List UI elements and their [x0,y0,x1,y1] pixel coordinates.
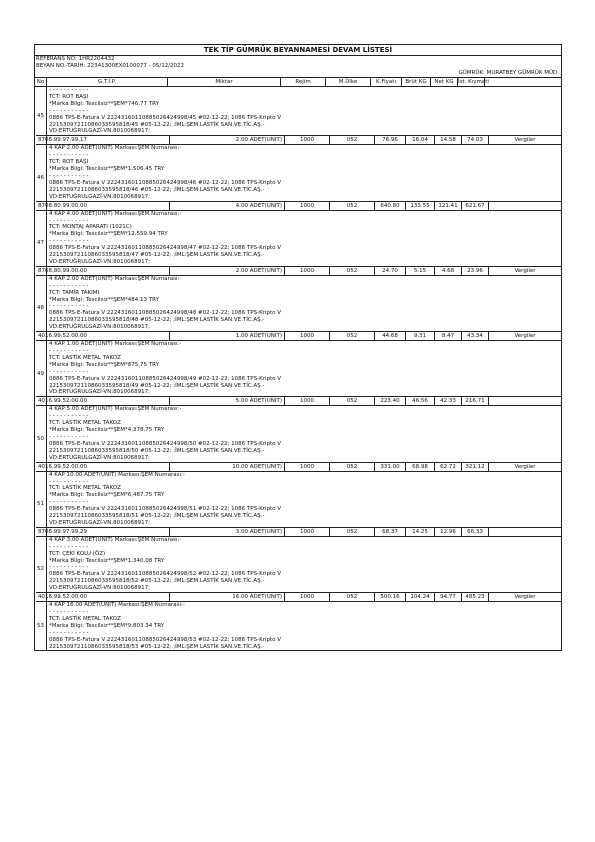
regime-cell: 1000 [285,332,330,340]
net-kg-cell: 8.47 [435,332,462,340]
quantity-cell: 2.00 ADET(UNIT) [170,267,285,275]
quantity-cell: 16.00 ADET(UNIT) [170,593,285,601]
description-line: TCT: LASTİK METAL TAKOZ [49,420,121,427]
price-cell: 24.70 [375,267,406,275]
description-line: 22153097211086033595818/51 #05-12-22; ;İML:ŞEM LASTİK SAN.VE.TİC.AŞ.- [49,513,265,520]
gross-kg-cell: 9.31 [406,332,435,340]
taxes-cell: Vergiler [514,594,536,601]
description-line: TCT: LASTİK METAL TAKOZ [49,354,121,361]
declaration-number-date: BEYAN NO.-TARİH: 22341300EX0100077 - 05/12/2022 [36,63,185,69]
gtip-cell: 8708.80.99.00.00 [36,202,170,210]
description-line: - - - - - - - - - - - [49,107,89,114]
country-cell: 052 [330,528,375,536]
col-ist: İst. Kıymeti [458,79,489,85]
item-data-row [36,592,561,602]
item-description [47,602,561,650]
item-description [38,341,561,406]
gtip-cell: 4016.99.52.00.00 [36,397,170,405]
item-description [38,210,561,276]
description-line: 0886 TPS-E-Fatura V 22243160110885026424998/49 #02-12-22; 1086 TPS-Kripto V [49,375,281,382]
item-description [38,471,561,537]
gross-kg-cell: 14.25 [406,528,435,536]
gross-kg-cell: 68.98 [406,463,435,471]
item-block [35,602,561,650]
description-line: *Marka Bilgi: Tescilsiz**ŞEM*9,803.34 TRY [49,622,165,629]
description-line: 22153097211086033595818/45 #05-12-22; ;İML:ŞEM LASTİK SAN.VE.TİC.AŞ.- [49,121,265,128]
gtip-cell: 8708.99.97.99.17 [36,136,170,144]
description-line: 22153097211086033595818/50 #05-12-22; ;İML:ŞEM LASTİK SAN.VE.TİC.AŞ.- [49,447,265,454]
declaration-list-page [34,44,562,651]
gtip-cell: 4016.99.52.00.00 [36,463,170,471]
stat-value-cell: 216.71 [462,397,489,405]
price-cell: 331.00 [375,463,406,471]
description-line: 4 KAP 2.00 ADET(UNIT) Markası:ŞEM Numarası:- [49,145,182,152]
net-kg-cell: 4.68 [435,267,462,275]
net-kg-cell: 42.33 [435,397,462,405]
net-kg-cell: 12.96 [435,528,462,536]
item-description [38,275,561,341]
country-cell: 052 [330,202,375,210]
description-line: TCT: ÇEKİ KOLU (ÖZ) [49,550,106,557]
item-number: 46 [35,145,47,210]
items-table [34,87,562,651]
description-line: 22153097211086033595818/48 #05-12-22; ;İML:ŞEM LASTİK SAN.VE.TİC.AŞ.- [49,317,265,324]
regime-cell: 1000 [285,397,330,405]
item-number: 50 [35,406,47,471]
description-line: TCT: ROT BAŞI [49,93,89,100]
description-line: 0886 TPS-E-Fatura V 22243160110885026424998/51 #02-12-22; 1086 TPS-Kripto V [49,506,281,513]
description-line: 22153097211086033595818/52 #05-12-22; ;İML:ŞEM LASTİK SAN.VE.TİC.AŞ.- [49,578,265,585]
item-block [35,145,561,210]
quantity-cell: 2.00 ADET(UNIT) [170,136,285,144]
description-line: 4 KAP 16.00 ADET(UNIT) Markası:ŞEM Numarası:- [49,602,185,609]
description-line: 4 KAP 4.00 ADET(UNIT) Markası:ŞEM Numarası:- [49,210,182,217]
gross-kg-cell: 46.56 [406,397,435,405]
description-line: *Marka Bilgi: Tescilsiz**ŞEM*12,559.94 TRY [49,231,168,238]
country-cell: 052 [330,136,375,144]
description-line: 22153097211086033595818/49 #05-12-22; ;İML:ŞEM LASTİK SAN.VE.TİC.AŞ.- [49,382,265,389]
description-line: 0886 TPS-E-Fatura V 22243160110885026424998/46 #02-12-22; 1086 TPS-Kripto V [49,179,281,186]
description-line: *Marka Bilgi: Tescilsiz**ŞEM*746.77 TRY [49,100,159,107]
description-line: - - - - - - - - - - - [49,217,89,224]
col-extra [485,78,561,86]
item-data-row [36,266,561,276]
price-cell: 68.37 [375,528,406,536]
description-line: 4 KAP 3.00 ADET(UNIT) Markası:ŞEM Numarası:- [49,536,182,543]
stat-value-cell: 23.96 [462,267,489,275]
price-cell: 640.80 [375,202,406,210]
item-block [35,87,561,145]
net-kg-cell: 62.72 [435,463,462,471]
net-kg-cell: 121.41 [435,202,462,210]
stat-value-cell: 621.67 [462,202,489,210]
gross-kg-cell: 16.04 [406,136,435,144]
description-line: VD:ERTUĞRULGAZİ-VN:8010068917; [49,128,150,135]
gtip-cell: 8708.99.97.99.29 [36,528,170,536]
taxes-cell: Vergiler [514,333,536,340]
item-block [35,211,561,276]
description-line: 0886 TPS-E-Fatura V 22243160110885026424998/53 #02-12-22; 1086 TPS-Kripto V [49,636,281,643]
net-kg-cell: 94.77 [435,593,462,601]
taxes-cell [489,528,561,536]
item-number: 51 [35,472,47,537]
regime-cell: 1000 [285,202,330,210]
gross-kg-cell: 133.55 [406,202,435,210]
description-line: - - - - - - - - - - - [49,499,89,506]
description-line: - - - - - - - - - - - [49,478,89,485]
country-cell: 052 [330,463,375,471]
net-kg-cell: 14.58 [435,136,462,144]
quantity-cell: 3.00 ADET(UNIT) [170,528,285,536]
quantity-cell: 1.00 ADET(UNIT) [170,332,285,340]
description-line: *Marka Bilgi: Tescilsiz**ŞEM*1,340.08 TRY [49,557,165,564]
gross-kg-cell: 104.24 [406,593,435,601]
description-line: - - - - - - - - - - - [49,282,89,289]
description-line: 4 KAP 10.00 ADET(UNIT) Markası:ŞEM Numarası:- [49,471,185,478]
taxes-cell [489,202,561,210]
description-line: TCT: TAMİR TAKIMI [49,289,100,296]
gross-kg-cell: 5.15 [406,267,435,275]
description-line: VD:ERTUĞRULGAZİ-VN:8010068917; [49,258,150,265]
item-block [35,537,561,602]
description-line: - - - - - - - - - - - [49,303,89,310]
description-line: VD:ERTUĞRULGAZİ-VN:8010068917; [49,193,150,200]
table-header [34,77,562,87]
item-number: 52 [35,537,47,602]
price-cell: 223.40 [375,397,406,405]
description-line: - - - - - - - - - - - [49,348,89,354]
description-line: VD:ERTUĞRULGAZİ-VN:8010068917; [49,519,150,526]
description-line: 22153097211086033595818/53 #05-12-22; ;İML:ŞEM LASTİK SAN.VE.TİC.AŞ.- [49,643,265,650]
description-line: 0886 TPS-E-Fatura V 22243160110885026424998/47 #02-12-22; 1086 TPS-Kripto V [49,245,281,252]
description-line: 0886 TPS-E-Fatura V 22243160110885026424998/50 #02-12-22; 1086 TPS-Kripto V [49,440,281,447]
description-line: VD:ERTUĞRULGAZİ-VN:8010068917; [49,454,150,461]
description-line: 4 KAP 5.00 ADET(UNIT) Markası:ŞEM Numarası:- [49,406,182,413]
item-description [38,536,561,602]
col-brut: Brüt KG [402,78,431,86]
stat-value-cell: 321.12 [462,463,489,471]
item-data-row [36,135,561,145]
regime-cell: 1000 [285,528,330,536]
customs-office: GÜMRÜK: MURATBEY GÜMRÜK MÜD. [458,70,559,76]
description-line: - - - - - - - - - - - [49,433,89,440]
description-line: - - - - - - - - - - - [49,413,89,420]
taxes-cell: Vergiler [514,463,536,470]
item-block [35,276,561,341]
item-number: 48 [35,276,47,341]
reference-number: REFERANS NO: 1HR2204432 [36,56,115,62]
description-line: - - - - - - - - - - - [49,172,89,179]
col-kfiyat: K.Fiyatı [371,78,402,86]
item-data-row [36,201,561,211]
description-line: 0886 TPS-E-Fatura V 22243160110885026424998/45 #02-12-22; 1086 TPS-Kripto V [49,114,281,121]
price-cell: 44.68 [375,332,406,340]
stat-value-cell: 43.34 [462,332,489,340]
col-rejim: Rejim [281,78,326,86]
description-line: VD:ERTUĞRULGAZİ-VN:8010068917; [49,324,150,331]
regime-cell: 1000 [285,136,330,144]
stat-value-cell: 485.23 [462,593,489,601]
regime-cell: 1000 [285,267,330,275]
description-line: VD:ERTUĞRULGAZİ-VN:8010068917; [49,389,150,396]
description-line: *Marka Bilgi: Tescilsiz**ŞEM*4,378.75 TRY [49,427,165,434]
item-data-row [36,527,561,537]
item-description [38,145,561,210]
country-cell: 052 [330,593,375,601]
description-line: - - - - - - - - - - - [49,368,89,375]
description-line: *Marka Bilgi: Tescilsiz**ŞEM*484.13 TRY [49,296,159,303]
col-ulke: M.Ülke [326,78,371,86]
description-line: 22153097211086033595818/47 #05-12-22; ;İML:ŞEM LASTİK SAN.VE.TİC.AŞ.- [49,252,265,259]
description-line: TCT: MONTAJ APARATI (1021C) [49,224,132,231]
item-description [38,87,561,145]
description-line: - - - - - - - - - - - [49,564,89,571]
description-line: *Marka Bilgi: Tescilsiz**ŞEM*875.75 TRY [49,361,159,368]
description-line: *Marka Bilgi: Tescilsiz**ŞEM*1,506.45 TRY [49,166,165,173]
description-line: 22153097211086033595818/46 #05-12-22; ;İML:ŞEM LASTİK SAN.VE.TİC.AŞ.- [49,186,265,193]
price-cell: 500.16 [375,593,406,601]
description-line: TCT: LASTİK METAL TAKOZ [49,615,121,622]
item-number: 45 [35,87,47,145]
description-line: - - - - - - - - - - - [49,152,89,159]
item-description [38,406,561,471]
description-line: VD:ERTUĞRULGAZİ-VN:8010068917; [49,585,150,592]
quantity-cell: 10.00 ADET(UNIT) [170,463,285,471]
description-line: TCT: LASTİK METAL TAKOZ [49,485,121,492]
regime-cell: 1000 [285,463,330,471]
item-number: 47 [35,211,47,276]
item-number: 53 [35,602,47,650]
description-line: - - - - - - - - - - - [49,609,89,615]
gtip-cell: 4016.99.52.00.00 [36,332,170,340]
description-line: *Marka Bilgi: Tescilsiz**ŞEM*6,487.75 TRY [49,492,165,499]
taxes-cell: Vergiler [514,267,536,274]
document-meta [34,55,562,77]
item-number: 49 [35,341,47,406]
stat-value-cell: 66.33 [462,528,489,536]
quantity-cell: 4.00 ADET(UNIT) [170,202,285,210]
document-title: TEK TİP GÜMRÜK BEYANNAMESİ DEVAM LİSTESİ [34,44,562,55]
description-line: 0886 TPS-E-Fatura V 22243160110885026424998/48 #02-12-22; 1086 TPS-Kripto V [49,310,281,317]
col-miktar: Miktar [168,78,281,86]
country-cell: 052 [330,332,375,340]
description-line: 0886 TPS-E-Fatura V 22243160110885026424998/52 #02-12-22; 1086 TPS-Kripto V [49,571,281,578]
stat-value-cell: 74.03 [462,136,489,144]
item-block [35,341,561,406]
col-net: Net KG [431,78,458,86]
item-data-row [36,331,561,341]
description-line: - - - - - - - - - - - [49,238,89,245]
taxes-cell: Vergiler [514,137,536,144]
quantity-cell: 5.00 ADET(UNIT) [170,397,285,405]
col-no: No [35,78,47,86]
description-line: - - - - - - - - - - - [49,629,89,636]
description-line: 4 KAP 1.00 ADET(UNIT) Markası:ŞEM Numarası:- [49,341,182,348]
item-data-row [36,396,561,406]
item-block [35,406,561,471]
description-line: - - - - - - - - - - - [49,87,89,93]
item-data-row [36,462,561,472]
price-cell: 76.96 [375,136,406,144]
gtip-cell: 8708.80.99.00.00 [36,267,170,275]
country-cell: 052 [330,397,375,405]
taxes-cell [489,397,561,405]
description-line: 4 KAP 2.00 ADET(UNIT) Markası:ŞEM Numarası:- [49,275,182,282]
item-block [35,472,561,537]
col-gtip: G.T.İ.P. [47,78,168,86]
regime-cell: 1000 [285,593,330,601]
country-cell: 052 [330,267,375,275]
description-line: TCT: ROT BAŞI [49,159,89,166]
gtip-cell: 4016.99.52.00.00 [36,593,170,601]
description-line: - - - - - - - - - - - [49,543,89,550]
